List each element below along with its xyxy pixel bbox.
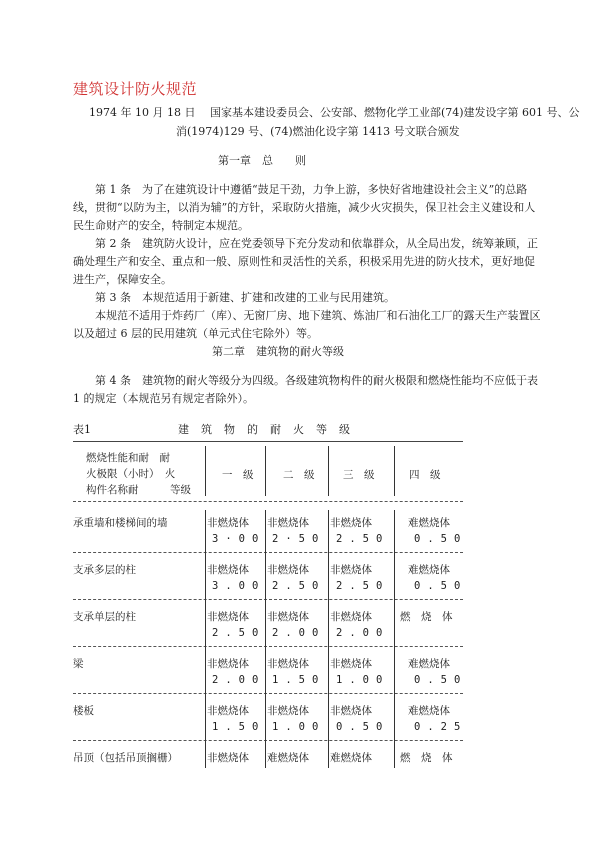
row-rule — [73, 646, 463, 647]
material-cell: 难燃烧体 — [408, 517, 450, 529]
material-cell: 非燃烧体 — [207, 517, 249, 529]
article-3-note: 本规范不适用于炸药厂（库）、无窗厂房、地下建筑、炼油厂和石油化工厂的露天生产装置区以及超过 6 层的民用建筑（单元式住宅除外）等。 — [73, 309, 541, 340]
column-divider — [205, 510, 206, 768]
material-cell: 非燃烧体 — [207, 658, 249, 670]
issue-info-line-1: 1974 年 10 月 18 日 国家基本建设委员会、公安部、燃物化学工业部(74)建发设字第 601 号、公 — [89, 106, 580, 119]
column-grade-3: 三 级 — [343, 469, 375, 481]
hours-cell: 0.50 — [414, 674, 468, 686]
hours-cell: 0.25 — [414, 721, 468, 733]
material-cell: 非燃烧体 — [267, 611, 309, 623]
material-cell: 难燃烧体 — [267, 752, 309, 764]
material-cell: 非燃烧体 — [330, 517, 372, 529]
chapter-1-heading: 第一章 总 则 — [218, 154, 306, 167]
material-cell: 非燃烧体 — [330, 564, 372, 576]
issue-info-line-2: 消(1974)129 号、(74)燃油化设字第 1413 号文联合颁发 — [176, 125, 460, 138]
hours-cell: 0.50 — [336, 721, 390, 733]
row-name: 支承单层的柱 — [73, 611, 136, 623]
header-line-2: 火极限（小时） 火 — [86, 468, 176, 480]
material-cell: 非燃烧体 — [207, 611, 249, 623]
material-cell: 非燃烧体 — [207, 564, 249, 576]
row-rule — [73, 599, 463, 600]
hours-cell: 2·50 — [272, 533, 326, 545]
material-cell: 难燃烧体 — [330, 752, 372, 764]
material-cell: 非燃烧体 — [330, 658, 372, 670]
header-divider — [328, 446, 329, 496]
article-3: 第 3 条 本规范适用于新建、扩建和改建的工业与民用建筑。 — [95, 291, 395, 304]
hours-cell: 1.00 — [336, 674, 390, 686]
material-cell: 难燃烧体 — [408, 658, 450, 670]
chapter-2-body — [73, 372, 543, 408]
material-cell: 非燃烧体 — [330, 705, 372, 717]
material-cell: 难燃烧体 — [408, 564, 450, 576]
header-bottom-rule — [73, 501, 463, 502]
column-grade-4: 四 级 — [409, 469, 441, 481]
row-rule — [73, 552, 463, 553]
hours-cell: 2.50 — [336, 580, 390, 592]
material-cell: 难燃烧体 — [408, 705, 450, 717]
row-name: 楼板 — [73, 705, 94, 717]
hours-cell: 2.00 — [272, 627, 326, 639]
column-grade-1: 一 级 — [222, 469, 254, 481]
hours-cell: 0.50 — [414, 580, 468, 592]
table-caption: 建筑物的耐火等级 — [178, 423, 362, 436]
material-cell: 非燃烧体 — [267, 705, 309, 717]
header-divider — [394, 446, 395, 496]
material-cell: 非燃烧体 — [207, 705, 249, 717]
column-divider — [328, 510, 329, 768]
article-1: 第 1 条 为了在建筑设计中遵循“鼓足干劲，力争上游，多快好省地建设社会主义”的总路线，贯彻“以防为主，以消为辅”的方针，采取防火措施，减少火灾损失，保卫社会主义建设和人民生命财产的安全，特制定本规范。 — [73, 183, 536, 232]
chapter-1-body — [73, 181, 543, 343]
row-name: 吊顶（包括吊顶搁栅） — [73, 752, 178, 764]
row-rule — [73, 740, 463, 741]
header-line-3: 构件名称耐 等级 — [86, 484, 191, 496]
article-4: 第 4 条 建筑物的耐火等级分为四级。各级建筑物构件的耐火极限和燃烧性能均不应低于表 1 的规定（本规范另有规定者除外）。 — [73, 374, 538, 405]
row-name: 支承多层的柱 — [73, 564, 136, 576]
header-line-1: 燃烧性能和耐 耐 — [86, 452, 170, 464]
hours-cell: 3·00 — [212, 533, 266, 545]
header-divider — [265, 446, 266, 496]
material-cell: 非燃烧体 — [330, 611, 372, 623]
hours-cell: 2.50 — [272, 580, 326, 592]
material-cell: 燃 烧 体 — [400, 611, 453, 623]
material-cell: 燃 烧 体 — [400, 752, 453, 764]
chapter-2-heading: 第二章 建筑物的耐火等级 — [212, 345, 344, 358]
hours-cell: 2.50 — [212, 627, 266, 639]
row-rule — [73, 693, 463, 694]
column-grade-2: 二 级 — [283, 469, 315, 481]
hours-cell: 1.50 — [212, 721, 266, 733]
material-cell: 非燃烧体 — [207, 752, 249, 764]
hours-cell: 1.50 — [272, 674, 326, 686]
row-name: 梁 — [73, 658, 84, 670]
material-cell: 非燃烧体 — [267, 517, 309, 529]
material-cell: 非燃烧体 — [267, 658, 309, 670]
header-divider — [205, 446, 206, 496]
article-2: 第 2 条 建筑防火设计，应在党委领导下充分发动和依靠群众，从全局出发，统筹兼顾，正确处理生产和安全、重点和一般、原则性和灵活性的关系，积极采用先进的防火技术，更好地促进生产，保障安全。 — [73, 237, 538, 286]
material-cell: 非燃烧体 — [267, 564, 309, 576]
table-label: 表1 — [73, 423, 91, 436]
column-divider — [394, 510, 395, 768]
document-title: 建筑设计防火规范 — [73, 80, 198, 98]
hours-cell: 0.50 — [414, 533, 468, 545]
row-name: 承重墙和楼梯间的墙 — [73, 517, 168, 529]
hours-cell: 2.50 — [336, 533, 390, 545]
hours-cell: 2.00 — [212, 674, 266, 686]
hours-cell: 2.00 — [336, 627, 390, 639]
hours-cell: 3.00 — [212, 580, 266, 592]
table-top-rule — [73, 441, 463, 442]
column-divider — [265, 510, 266, 768]
hours-cell: 1.00 — [272, 721, 326, 733]
